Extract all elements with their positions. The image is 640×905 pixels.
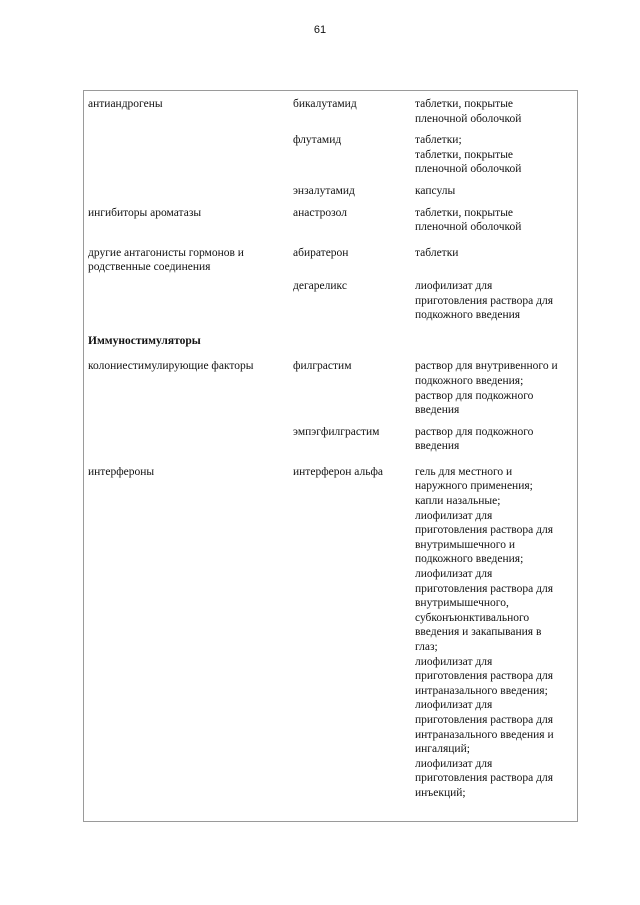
section-heading: Иммуностимуляторы bbox=[88, 334, 201, 347]
dosage-form-line: наружного применения; bbox=[415, 480, 533, 493]
drug-cell bbox=[293, 235, 415, 275]
drug-cell bbox=[293, 348, 415, 417]
dosage-form-line: раствор для внутривенного и bbox=[415, 360, 558, 373]
page-number: 61 bbox=[313, 24, 327, 36]
dosage-form-cell bbox=[415, 323, 578, 349]
dosage-form-line: введения bbox=[415, 404, 460, 417]
dosage-form-line: капсулы bbox=[415, 184, 456, 197]
drug-name: интерферон альфа bbox=[293, 465, 384, 478]
table-row bbox=[88, 199, 578, 235]
group-cell bbox=[88, 97, 293, 126]
dosage-form-line: раствор для подкожного bbox=[415, 425, 534, 438]
dosage-form-line: таблетки; bbox=[415, 134, 462, 147]
dosage-form-line: внутримышечного и bbox=[415, 538, 515, 551]
group-cell bbox=[88, 323, 293, 349]
dosage-form-cell bbox=[415, 418, 578, 454]
dosage-form-line: раствор для подкожного bbox=[415, 389, 534, 402]
dosage-form-line: подкожного введения; bbox=[415, 374, 524, 387]
dosage-form-line: капли назальные; bbox=[415, 495, 501, 508]
dosage-form-cell bbox=[415, 235, 578, 275]
drug-name: бикалутамид bbox=[293, 98, 357, 110]
group-cell bbox=[88, 454, 293, 801]
dosage-form-line: подкожного введения; bbox=[415, 553, 524, 566]
table-row bbox=[88, 418, 578, 454]
group-name-line: антиандрогены bbox=[88, 98, 163, 110]
drug-name: анастрозол bbox=[293, 206, 347, 219]
dosage-form-line: введения и закапывания в bbox=[415, 626, 542, 639]
dosage-form-line: пленочной оболочкой bbox=[415, 112, 522, 125]
medication-table bbox=[88, 97, 578, 801]
table-row bbox=[88, 177, 578, 199]
drug-name: дегареликс bbox=[293, 279, 347, 292]
dosage-form-line: приготовления раствора для bbox=[415, 524, 553, 537]
drug-name: эмпэгфилграстим bbox=[293, 425, 380, 438]
dosage-form-line: лиофилизат для bbox=[415, 699, 493, 712]
dosage-form-cell bbox=[415, 177, 578, 199]
table-row bbox=[88, 454, 578, 801]
dosage-form-line: приготовления раствора для bbox=[415, 670, 553, 683]
table-row bbox=[88, 323, 578, 349]
drug-cell bbox=[293, 275, 415, 323]
group-name-line: ингибиторы ароматазы bbox=[88, 206, 202, 219]
dosage-form-line: приготовления раствора для bbox=[415, 294, 553, 307]
group-cell bbox=[88, 418, 293, 454]
drug-cell bbox=[293, 323, 415, 349]
dosage-form-line: лиофилизат для bbox=[415, 757, 493, 770]
group-name-line: интерфероны bbox=[88, 465, 155, 478]
group-name-line: другие антагонисты гормонов и bbox=[88, 246, 244, 259]
dosage-form-line: лиофилизат для bbox=[415, 568, 493, 581]
drug-name: энзалутамид bbox=[293, 184, 355, 197]
drug-name: филграстим bbox=[293, 360, 352, 373]
dosage-form-cell bbox=[415, 348, 578, 417]
drug-cell bbox=[293, 454, 415, 801]
table-row bbox=[88, 348, 578, 417]
dosage-form-line: приготовления раствора для bbox=[415, 582, 553, 595]
medication-table-body bbox=[88, 97, 578, 801]
dosage-form-line: таблетки, покрытые bbox=[415, 206, 514, 219]
table-row bbox=[88, 126, 578, 177]
dosage-form-line: пленочной оболочкой bbox=[415, 163, 522, 176]
dosage-form-line: интраназального введения и bbox=[415, 728, 554, 741]
dosage-form-line: пленочной оболочкой bbox=[415, 221, 522, 234]
drug-cell bbox=[293, 177, 415, 199]
group-cell bbox=[88, 199, 293, 235]
dosage-form-line: приготовления раствора для bbox=[415, 772, 553, 785]
group-cell bbox=[88, 275, 293, 323]
dosage-form-line: гель для местного и bbox=[415, 465, 513, 478]
drug-name: абиратерон bbox=[293, 246, 349, 259]
drug-cell bbox=[293, 199, 415, 235]
table-row bbox=[88, 97, 578, 126]
dosage-form-line: внутримышечного, bbox=[415, 597, 509, 610]
dosage-form-line: таблетки, покрытые bbox=[415, 98, 514, 110]
dosage-form-line: лиофилизат для bbox=[415, 655, 493, 668]
dosage-form-line: введения bbox=[415, 440, 460, 453]
group-cell bbox=[88, 348, 293, 417]
dosage-form-line: лиофилизат для bbox=[415, 279, 493, 292]
drug-cell bbox=[293, 126, 415, 177]
dosage-form-cell bbox=[415, 97, 578, 126]
dosage-form-cell bbox=[415, 199, 578, 235]
dosage-form-cell bbox=[415, 126, 578, 177]
dosage-form-line: подкожного введения bbox=[415, 309, 521, 322]
dosage-form-line: приготовления раствора для bbox=[415, 713, 553, 726]
drug-name: флутамид bbox=[293, 134, 342, 147]
table-row bbox=[88, 275, 578, 323]
dosage-form-line: субконъюнктивального bbox=[415, 611, 530, 624]
drug-cell bbox=[293, 97, 415, 126]
dosage-form-line: лиофилизат для bbox=[415, 509, 493, 522]
group-name-line: родственные соединения bbox=[88, 261, 211, 274]
table-row bbox=[88, 235, 578, 275]
group-cell bbox=[88, 177, 293, 199]
group-cell bbox=[88, 235, 293, 275]
dosage-form-cell bbox=[415, 275, 578, 323]
dosage-form-line: интраназального введения; bbox=[415, 684, 548, 697]
drug-cell bbox=[293, 418, 415, 454]
dosage-form-line: глаз; bbox=[415, 641, 438, 653]
dosage-form-line: таблетки bbox=[415, 246, 459, 259]
group-name-line: колониестимулирующие факторы bbox=[88, 360, 254, 373]
group-cell bbox=[88, 126, 293, 177]
dosage-form-line: таблетки, покрытые bbox=[415, 148, 514, 161]
dosage-form-cell bbox=[415, 454, 578, 801]
dosage-form-line: ингаляций; bbox=[415, 743, 470, 756]
dosage-form-line: инъекций; bbox=[415, 786, 466, 799]
